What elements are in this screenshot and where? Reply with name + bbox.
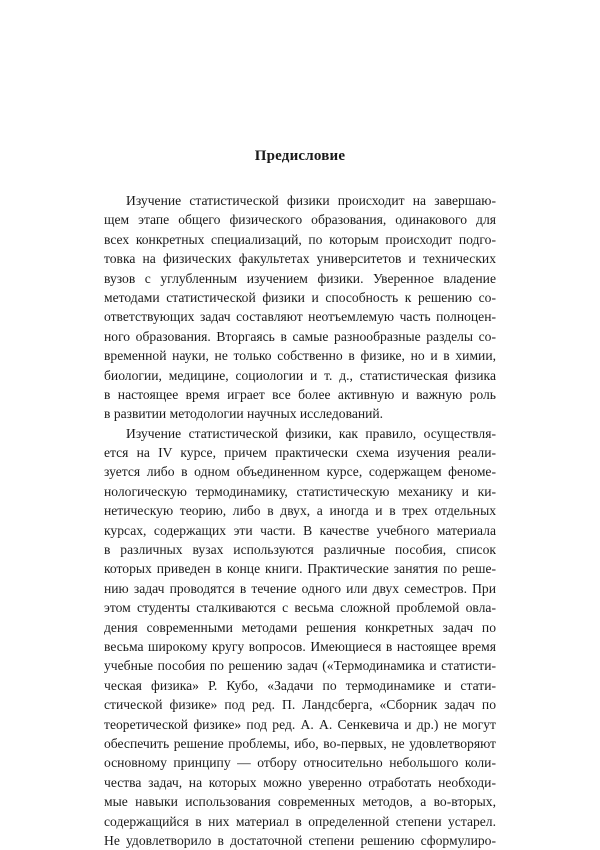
text-line: ного образования. Вторгаясь в самые разнообразные разделы со- bbox=[104, 328, 496, 344]
text-line: щем этапе общего физического образования, одинакового для bbox=[104, 212, 496, 228]
section-heading: Предисловие bbox=[254, 148, 346, 164]
text-line: ответствующих задач составляют неотъемлемую часть полноцен- bbox=[104, 309, 496, 325]
text-line: учебные пособия по решению задач («Термодинамика и статисти- bbox=[104, 658, 496, 674]
text-line: зуется либо в одном объединенном курсе, содержащем феноме- bbox=[104, 464, 496, 480]
text-line: основному принципу — отбору относительно небольшого коли- bbox=[104, 755, 496, 771]
text-line: нию задач проводятся в течение одного или двух семестров. При bbox=[104, 580, 496, 596]
text-line: Не удовлетворило в достаточной степени решению сформулиро- bbox=[104, 832, 496, 848]
text-line: обеспечить решение проблемы, ибо, во-первых, не удовлетворяют bbox=[104, 735, 496, 751]
text-line: ется на IV курсе, причем практически схема изучения реали- bbox=[104, 445, 496, 461]
text-line: Изучение статистической физики, как правило, осуществля- bbox=[126, 425, 496, 441]
text-line: в настоящее время играет все более активную и важную роль bbox=[104, 386, 496, 402]
text-line: весьма широкому кругу вопросов. Имеющиеся в настоящее время bbox=[104, 638, 496, 654]
text-line: биологии, медицине, социологии и т. д., статистическая физика bbox=[104, 367, 496, 383]
text-line: ческая физика» Р. Кубо, «Задачи по термодинамике и стати- bbox=[104, 677, 496, 693]
text-line: дения современными методами решения конкретных задач по bbox=[104, 619, 496, 635]
text-line: курсах, содержащих эти части. В качестве учебного материала bbox=[104, 522, 496, 538]
text-line: содержащийся в них материал в определенной степени устарел. bbox=[104, 813, 496, 829]
text-line: нологическую термодинамику, статистическую механику и ки- bbox=[104, 483, 496, 499]
text-line: всех конкретных специализаций, по которым происходит подго- bbox=[104, 231, 496, 247]
text-line: товка на физических факультетах университетов и технических bbox=[104, 251, 496, 267]
text-line: Изучение статистической физики происходит на завершаю- bbox=[126, 193, 496, 208]
text-line: нетическую теорию, либо в двух, а иногда и в трех отдельных bbox=[104, 503, 496, 519]
text-line: теоретической физике» под ред. А. А. Сенкевича и др.) не могут bbox=[104, 716, 496, 732]
text-line: которых приведен в конце книги. Практические занятия по реше- bbox=[104, 561, 496, 577]
text-line: в различных вузах используются различные пособия, список bbox=[104, 542, 496, 558]
paragraph-2 bbox=[104, 424, 496, 850]
text-line: методами статистической физики и способность к решению со- bbox=[104, 289, 496, 305]
body-text bbox=[104, 191, 496, 850]
text-line: вузов с углубленным изучением физики. Уверенное владение bbox=[104, 270, 496, 286]
text-line: мые навыки использования современных методов, а во-вторых, bbox=[104, 794, 496, 810]
paragraph-1 bbox=[104, 191, 496, 424]
text-line: чества задач, на которых можно уверенно отработать необходи- bbox=[104, 774, 496, 790]
text-line: стической физике» под ред. П. Ландсберга, «Сборник задач по bbox=[104, 697, 496, 713]
text-line: временной науки, не только собственно в физике, но и в химии, bbox=[104, 348, 496, 364]
text-line: в развитии методологии научных исследований. bbox=[104, 406, 384, 422]
text-line: этом студенты сталкиваются с весьма сложной проблемой овла- bbox=[104, 600, 496, 616]
